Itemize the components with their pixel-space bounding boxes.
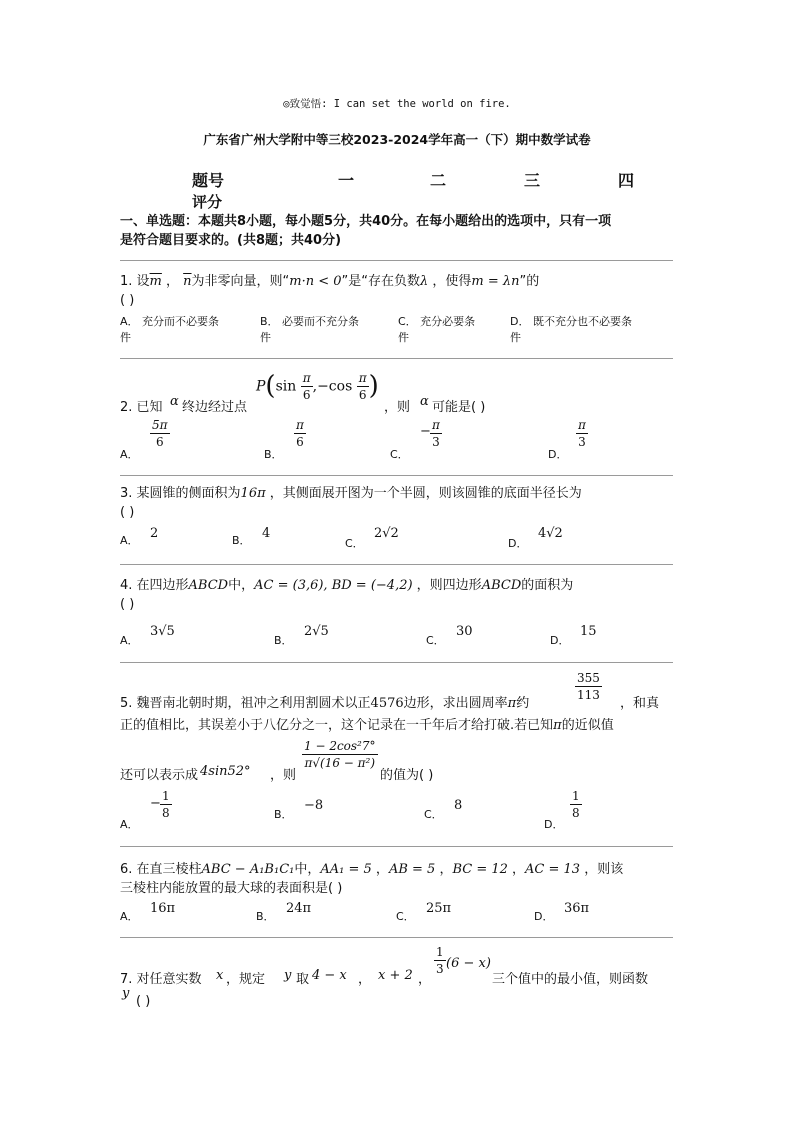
q7-text: 三个值中的最小值，则函数 [492, 972, 649, 987]
q5-text: 正的值相比，其误差小于八亿分之一，这个记录在一千年后才给打破.若已知 [120, 718, 554, 733]
section-heading-line2: 是符合题目要求的。(共8题；共40分) [120, 233, 342, 248]
q5-approx-num: 355 [577, 671, 600, 685]
q1-equation: m = λn [471, 274, 520, 289]
q2-option-a-den: 6 [155, 435, 164, 449]
q6-option-d-value: 36π [564, 901, 590, 916]
q2-sin: sin [275, 378, 297, 395]
q5-text: ，和真 [620, 696, 660, 711]
q5-option-d-num: 1 [572, 789, 580, 803]
section-heading-line1: 一、单选题：本题共8小题，每小题5分，共40分。在每小题给出的选项中，只有一项 [120, 214, 612, 229]
q5-text: ，则 [270, 768, 297, 783]
q2-option-c-den: 3 [432, 435, 440, 449]
q5-line2 [120, 716, 614, 735]
score-label-score: 评分 [192, 193, 223, 211]
q5-option-a-frac [160, 788, 172, 821]
q6-text: 6. 在直三棱柱 [120, 862, 202, 877]
q2-option-c-sign: − [420, 424, 431, 439]
q3-option-b-value: 4 [262, 526, 271, 541]
q3-option-a[interactable]: A． [120, 534, 139, 547]
q5-option-a-den: 8 [162, 806, 170, 820]
score-col-2: 二 [430, 171, 447, 190]
q3-option-c-value: 2√2 [374, 526, 399, 541]
q4-text: ，则四边形 [412, 578, 482, 593]
q2-option-c-frac [430, 417, 442, 450]
q6-option-a-value: 16π [150, 901, 176, 916]
q7-expr-2: x + 2 [378, 968, 413, 983]
question-4 [120, 576, 675, 614]
q6-option-b-value: 24π [286, 901, 312, 916]
q1-text: ”的 [519, 274, 540, 289]
question-3 [120, 484, 675, 522]
q7-text: 7. 对任意实数 [120, 972, 202, 987]
q6-cond-3: BC = 12 [452, 862, 508, 877]
q1-option-c-line2: 件 [398, 331, 409, 344]
q1-text: 1. 设 [120, 274, 150, 289]
q2-option-b[interactable]: B． [264, 448, 283, 461]
q6-option-a[interactable]: A． [120, 910, 139, 923]
q4-answer-paren: ( ) [120, 597, 135, 612]
q2-option-d-num: π [578, 418, 586, 432]
q4-option-d[interactable]: D． [550, 634, 570, 647]
q4-option-a[interactable]: A． [120, 634, 139, 647]
score-col-1: 一 [338, 171, 355, 190]
q6-option-b[interactable]: B． [256, 910, 275, 923]
q7-frac [434, 944, 446, 977]
q5-main-frac [302, 738, 378, 771]
question-7: 7. 对任意实数 x ，规定 y 取 4 − x ， x + 2 ， $\frac{1}{3}$ (6 − x) 三个值中的最小值，则函数 y ( ) [120, 945, 649, 1009]
q7-answer-paren: ( ) [136, 994, 151, 1009]
q3-text: ，其侧面展开图为一个半圆，则该圆锥的底面半径长为 [265, 486, 582, 501]
q1-option-c[interactable] [398, 313, 475, 345]
q5-option-a[interactable]: A． [120, 818, 139, 831]
question-2 [120, 368, 675, 418]
q3-answer-paren: ( ) [120, 505, 135, 520]
q2-text: ，则 [384, 400, 411, 415]
q5-pi: π [553, 718, 562, 733]
q5-text: 的近似值 [561, 718, 614, 733]
q4-text: 4. 在四边形 [120, 578, 189, 593]
q4-option-b-value: 2√5 [304, 624, 329, 639]
q1-answer-paren: ( ) [120, 293, 135, 308]
q7-x: x [216, 968, 224, 983]
q4-option-c[interactable]: C． [426, 634, 445, 647]
q2-text: 终边经过点 [182, 400, 248, 415]
q5-option-d[interactable]: D． [544, 818, 564, 831]
q1-vec-m: $\overline{m}$ [149, 274, 162, 289]
score-col-3: 三 [524, 171, 541, 190]
q6-cond-4: AC = 13 [525, 862, 581, 877]
q7-frac-num: 1 [436, 945, 444, 959]
q2-option-b-den: 6 [296, 435, 304, 449]
q5-main-den: π√(16 − π²) [304, 756, 376, 770]
q5-option-c[interactable]: C． [424, 808, 443, 821]
q2-cos: −cos [317, 378, 353, 395]
q6-prism: ABC − A₁B₁C₁ [201, 862, 295, 877]
q6-cond-1: AA₁ = 5 [320, 862, 372, 877]
q2-frac-den: 6 [358, 388, 367, 402]
q1-option-a-line1: A． 充分而不必要条 [120, 315, 220, 328]
q6-text: 中， [294, 862, 321, 877]
q2-point-label: P [256, 378, 266, 395]
q3-option-d[interactable]: D． [508, 537, 528, 550]
q1-option-d-line2: 件 [510, 331, 521, 344]
q7-frac-den: 3 [436, 962, 444, 976]
q2-option-c-num: π [432, 418, 440, 432]
q2-frac-num: π [302, 371, 311, 385]
q2-frac-1 [301, 370, 313, 403]
score-table [192, 168, 652, 190]
q5-approx-frac [575, 670, 602, 703]
q6-cond-2: AB = 5 [388, 862, 436, 877]
divider [120, 358, 673, 359]
q5-4576: 4576 [370, 696, 404, 711]
q5-text: 边形，求出圆周率 [403, 696, 508, 711]
q1-option-c-line1: C． 充分必要条 [398, 315, 476, 328]
q5-text: 5. 魏晋南北朝时期，祖冲之利用割圆术以正 [120, 696, 371, 711]
q4-text: 的面积为 [521, 578, 574, 593]
q2-text: 2. 已知 [120, 400, 163, 415]
q6-option-d[interactable]: D． [534, 910, 554, 923]
q2-alpha: α [170, 394, 179, 409]
q1-option-d[interactable] [510, 313, 632, 345]
q3-option-d-value: 4√2 [538, 526, 563, 541]
q5-option-c-value: 8 [454, 798, 463, 813]
q2-alpha: α [420, 394, 429, 409]
section-heading [120, 212, 675, 250]
q6-text: ，则该 [580, 862, 624, 877]
q7-text: 取 [296, 972, 310, 987]
q6-text-line2: 三棱柱内能放置的最大球的表面积是( ) [120, 881, 343, 896]
q7-y: y [122, 986, 130, 1001]
divider [120, 846, 673, 847]
q3-area: 16π [240, 486, 266, 501]
q1-text: ， [161, 274, 180, 289]
q7-text: ，规定 [226, 972, 266, 987]
q2-option-d[interactable]: D． [548, 448, 568, 461]
q2-option-a-num: 5π [152, 418, 168, 432]
q7-y: y [284, 968, 292, 983]
q2-option-d-frac [576, 417, 588, 450]
q6-option-c-value: 25π [426, 901, 452, 916]
q2-text: 可能是( ) [432, 400, 486, 415]
q4-abcd: ABCD [188, 578, 229, 593]
q5-text: 的值为( ) [380, 768, 434, 783]
q4-option-c-value: 30 [456, 624, 473, 639]
q5-option-b-value: −8 [304, 798, 324, 813]
divider [120, 260, 673, 261]
q3-text: 3. 某圆锥的侧面积为 [120, 486, 241, 501]
exam-title: 广东省广州大学附中等三校2023-2024学年高一（下）期中数学试卷 [203, 132, 591, 147]
q4-option-d-value: 15 [580, 624, 597, 639]
q5-approx-den: 113 [577, 688, 600, 702]
q5-text: 约 [516, 696, 530, 711]
q1-text: ，使得 [428, 274, 472, 289]
divider [120, 662, 673, 663]
q1-text: 为非零向量，则“ [191, 274, 290, 289]
q4-option-b[interactable]: B． [274, 634, 293, 647]
q2-frac-2 [357, 370, 369, 403]
q5-option-a-num: 1 [162, 789, 170, 803]
q3-option-c[interactable]: C． [345, 537, 364, 550]
q1-option-d-line1: D． 既不充分也不必要条 [510, 315, 632, 328]
q1-option-a[interactable] [120, 313, 219, 345]
q4-abcd: ABCD [481, 578, 522, 593]
score-col-4: 四 [618, 171, 635, 190]
q2-option-b-num: π [296, 418, 304, 432]
q5-option-a-sign: − [150, 796, 161, 811]
question-6: 6. 在直三棱柱ABC − A₁B₁C₁中，AA₁ = 5 ，AB = 5 ，BC = 12 ，AC = 13 ，则该 三棱柱内能放置的最大球的表面积是( ) [120, 860, 675, 898]
q7-expr-1: 4 − x [312, 968, 347, 983]
q2-option-a[interactable]: A． [120, 448, 139, 461]
divider [120, 475, 673, 476]
q7-expr-3: (6 − x) [446, 956, 491, 971]
q1-lambda: λ [420, 274, 429, 289]
motto: ◎致觉悟: I can set the world on fire. [283, 98, 511, 110]
question-1 [120, 272, 675, 310]
q2-frac-num: π [358, 371, 367, 385]
score-label-number: 题号 [192, 171, 225, 190]
divider [120, 564, 673, 565]
q5-option-b[interactable]: B． [274, 808, 293, 821]
q1-condition: m·n < 0 [289, 274, 342, 289]
q1-option-b-line2: 件 [260, 331, 271, 344]
q2-point: P(sin $\frac{\pi}{6}$ ,−cos $\frac{\pi}{6}$ ) [256, 371, 379, 402]
q5-text: 还可以表示成 [120, 768, 199, 783]
q2-option-a-frac [150, 417, 170, 450]
q5-option-d-frac [570, 788, 582, 821]
question-5 [120, 668, 675, 818]
q6-option-c[interactable]: C． [396, 910, 415, 923]
q5-expression: 4sin52° [200, 764, 251, 779]
q5-option-d-den: 8 [572, 806, 580, 820]
q5-main-num: 1 − 2cos²7° [304, 739, 376, 753]
q1-option-a-line2: 件 [120, 331, 131, 344]
q4-vectors: AC = (3,6), BD = (−4,2) [254, 578, 413, 593]
q4-text: 中， [228, 578, 255, 593]
q1-option-b-line1: B． 必要而不充分条 [260, 315, 360, 328]
q2-option-d-den: 3 [578, 435, 586, 449]
q3-option-a-value: 2 [150, 526, 159, 541]
q2-option-b-frac [294, 417, 306, 450]
q5-line1 [120, 694, 529, 713]
q3-option-b[interactable]: B． [232, 534, 251, 547]
q2-frac-den: 6 [302, 388, 311, 402]
q4-option-a-value: 3√5 [150, 624, 175, 639]
q1-option-b[interactable] [260, 313, 359, 345]
q1-text: ”是“存在负数 [341, 274, 421, 289]
q5-pi: π [507, 696, 517, 711]
q2-option-c[interactable]: C． [390, 448, 409, 461]
divider [120, 937, 673, 938]
q1-vec-n: $\overline{n}$ [183, 274, 192, 289]
